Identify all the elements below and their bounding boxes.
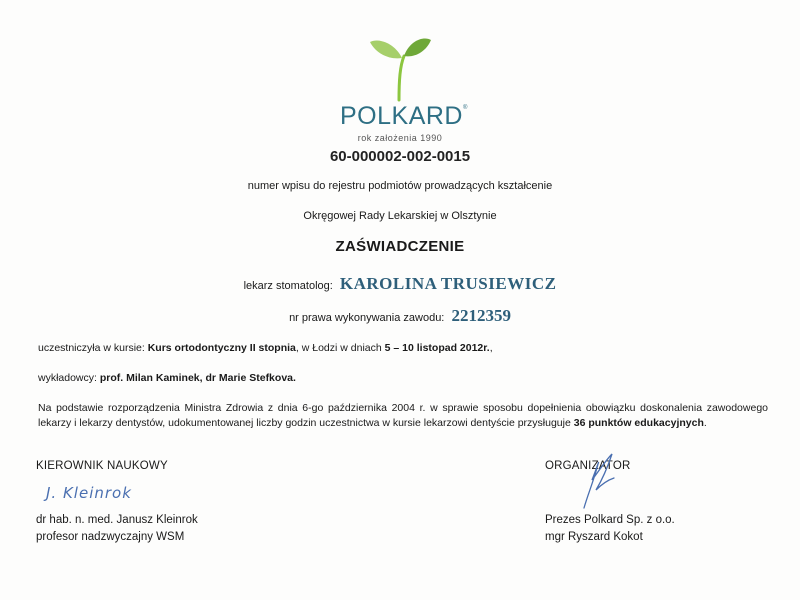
course-name: Kurs ortodontyczny II stopnia [147,342,296,354]
license-label: nr prawa wykonywania zawodu: [289,312,445,324]
registry-number: 60-000002-002-0015 [329,148,471,165]
legal-basis-text: Na podstawie rozporządzenia Ministra Zdrowia z dnia 6-go października 2004 r. w sprawie sposobu dopełnienia obowiązku doskonalenia zawodowego lekarzy i lekarzy dentystów, udokumentowanej liczby godzin uczestnictwa w kursie lekarzowi dentyście przysługuje [38,402,768,429]
scientific-director-details [36,512,198,546]
course-location: , w Łodzi w dniach [295,342,382,354]
legal-basis-paragraph [38,401,768,431]
scientific-director-signature [42,478,182,508]
lecturers-names: prof. Milan Kaminek, dr Marie Stefkova. [99,372,296,384]
lecturers-line [38,372,296,384]
registry-text: numer wpisu do rejestru podmiotów prowadzących kształcenie [247,180,553,192]
course-line [38,342,493,354]
logo-subtitle: rok założenia 1990 [357,133,443,143]
course-label: uczestniczyła w kursie: [38,342,145,354]
organizer-position: Prezes Polkard Sp. z o.o. [545,514,675,526]
scientific-director-name: dr hab. n. med. Janusz Kleinrok [36,514,198,526]
legal-basis-end: . [703,417,707,429]
registry-council: Okręgowej Rady Lekarskiej w Olsztynie [303,210,497,222]
license-number: 2212359 [451,306,511,325]
sprout-icon [368,36,432,102]
signature-text: J. Kleinrok [46,484,132,502]
organizer-details [545,512,675,546]
recipient-line [0,274,800,294]
course-dates: 5 – 10 listopad 2012r. [384,342,490,354]
organizer-heading: ORGANIZATOR [545,460,631,472]
logo-wordmark: POLKARD® [340,102,468,130]
lecturers-label: wykładowcy: [38,372,97,384]
scientific-director-heading: KIEROWNIK NAUKOWY [36,460,168,472]
recipient-name: KAROLINA TRUSIEWICZ [339,274,557,293]
organizer-name: mgr Ryszard Kokot [545,531,643,543]
organizer-signature [578,450,618,512]
polkard-logo [340,36,468,146]
license-line [0,306,800,326]
scientific-director-title: profesor nadzwyczajny WSM [36,531,185,543]
education-points: 36 punktów edukacyjnych [573,417,704,429]
course-suffix: , [489,342,493,354]
recipient-label: lekarz stomatolog: [243,280,333,292]
certificate-title: ZAŚWIADCZENIE [335,238,465,255]
